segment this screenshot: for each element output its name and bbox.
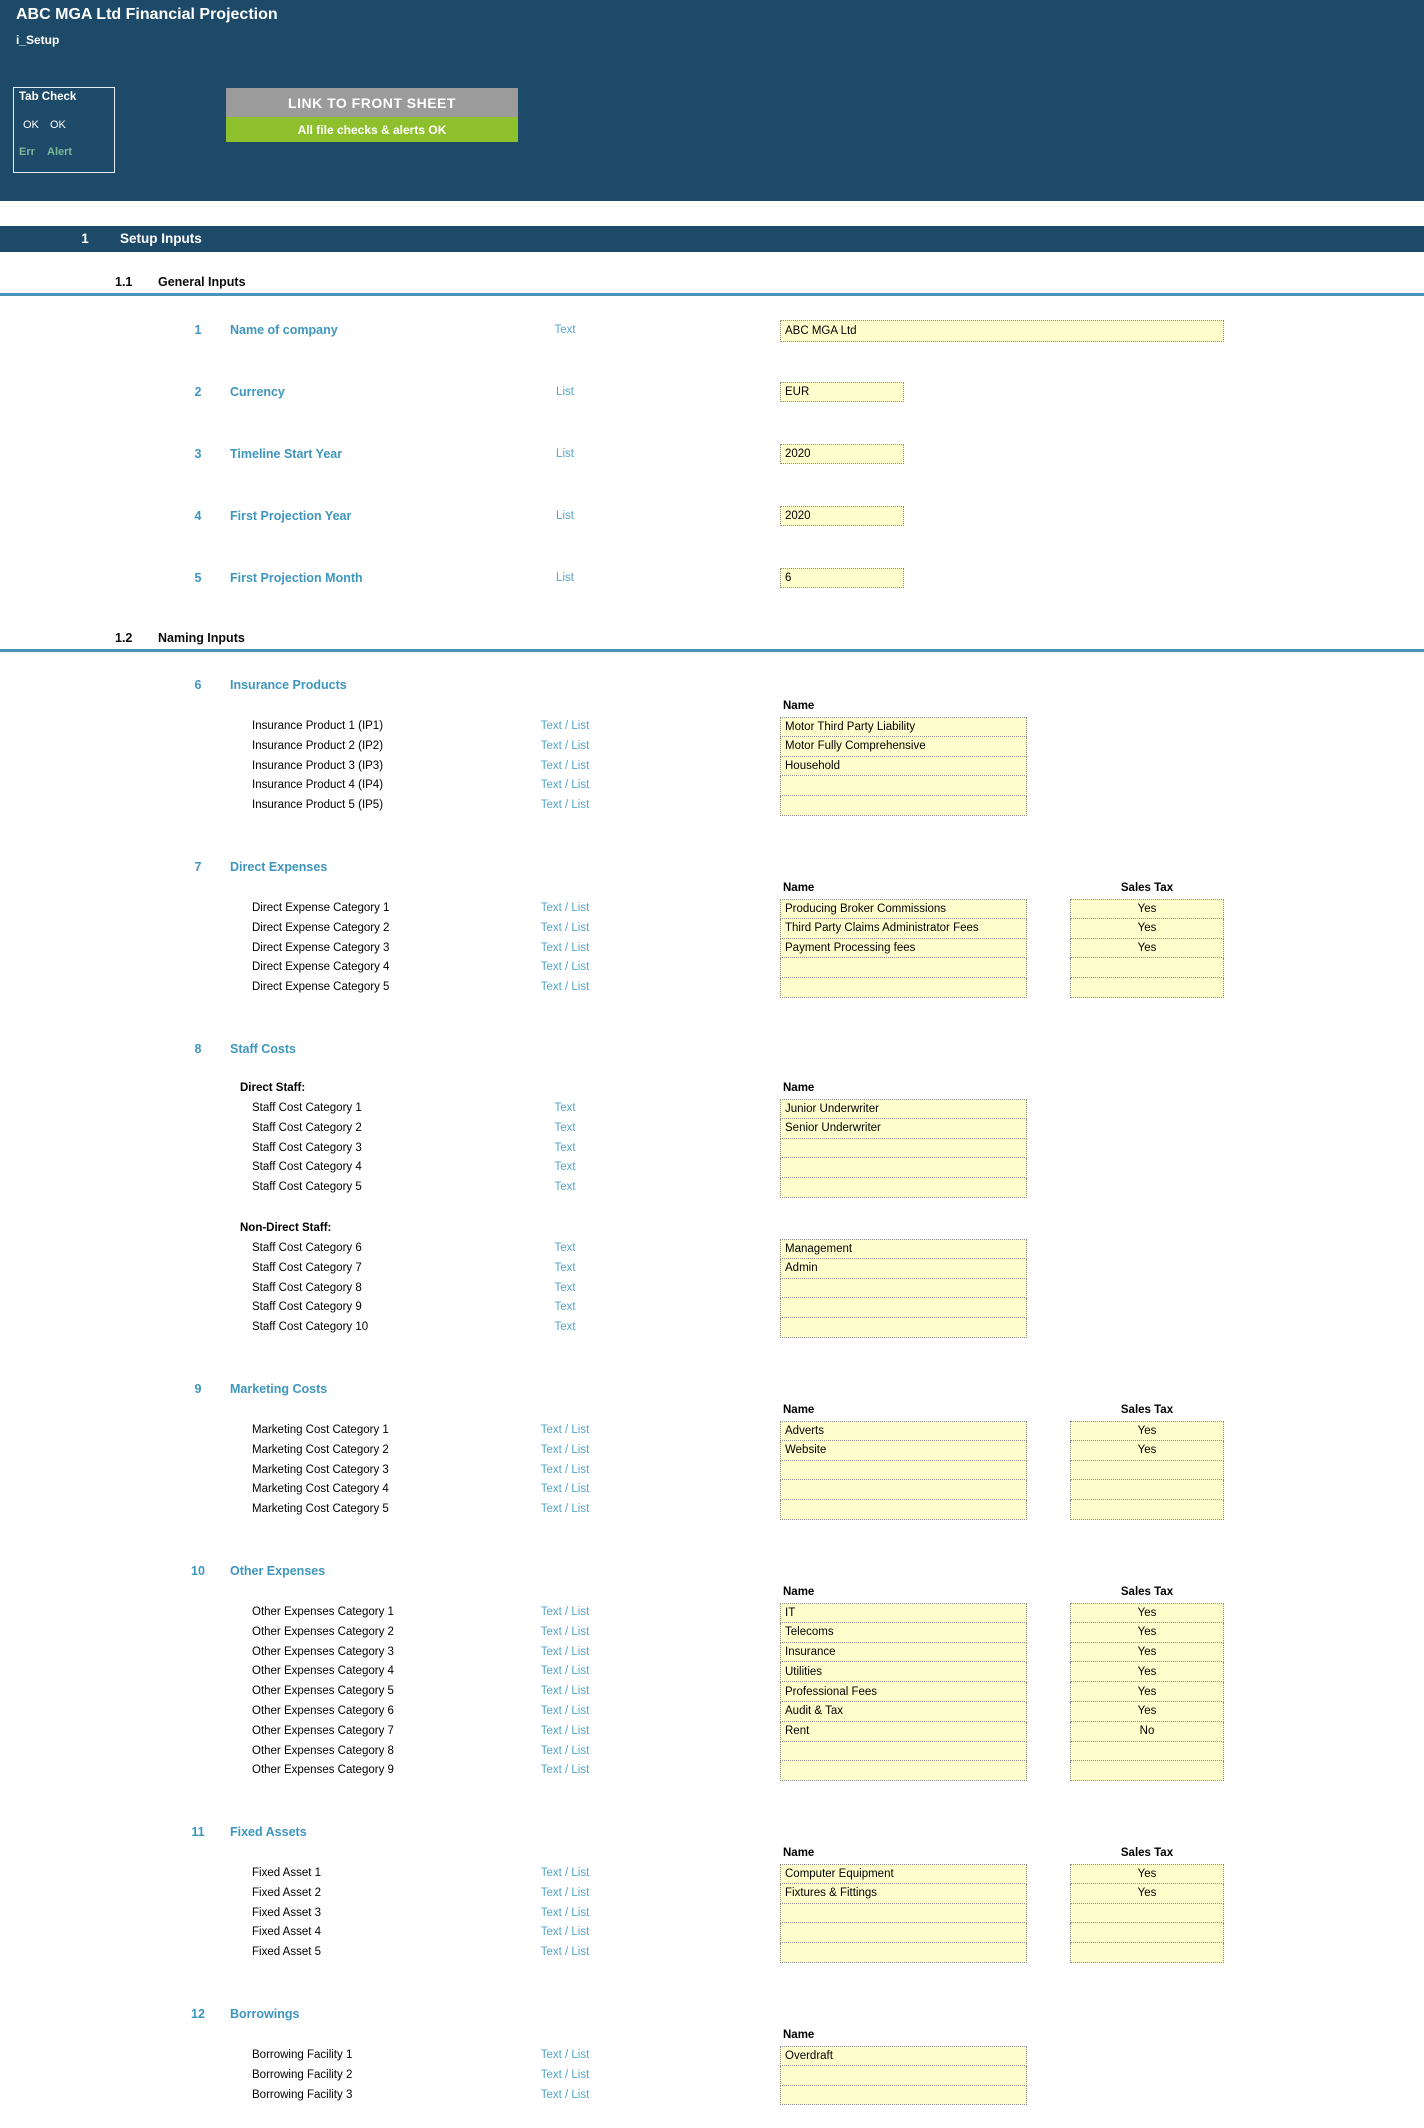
input-type-label: Text bbox=[554, 1261, 576, 1274]
column-header-row bbox=[0, 1404, 1424, 1418]
input-type-label: Text bbox=[554, 1141, 576, 1154]
row-label: Staff Cost Category 1 bbox=[252, 1101, 362, 1114]
row-label: Other Expenses Category 1 bbox=[252, 1605, 394, 1618]
table-row bbox=[0, 939, 1424, 959]
sales-tax-field[interactable] bbox=[1070, 1500, 1224, 1520]
sales-tax-column-header: Sales Tax bbox=[1120, 1585, 1174, 1598]
table-rows bbox=[0, 717, 1424, 816]
page-title: ABC MGA Ltd Financial Projection bbox=[16, 6, 278, 23]
row-label: Direct Expense Category 5 bbox=[252, 981, 390, 994]
input-type-label: Text bbox=[554, 1101, 576, 1114]
sales-tax-field[interactable]: Yes bbox=[1070, 1623, 1224, 1643]
general-inputs-block bbox=[0, 320, 1424, 588]
input-row-first-projection-year bbox=[0, 506, 1424, 526]
name-field[interactable]: Motor Third Party Liability bbox=[780, 717, 1027, 737]
sales-tax-field[interactable]: Yes bbox=[1070, 919, 1224, 939]
name-field[interactable]: Insurance bbox=[780, 1643, 1027, 1663]
subsection-1-1-heading bbox=[0, 274, 1424, 296]
sales-tax-field[interactable]: Yes bbox=[1070, 939, 1224, 959]
row-label: Marketing Cost Category 1 bbox=[252, 1423, 389, 1436]
row-label: Insurance Product 1 (IP1) bbox=[252, 720, 384, 732]
sales-tax-field[interactable]: Yes bbox=[1070, 1643, 1224, 1663]
name-column-header: Name bbox=[783, 1403, 815, 1416]
name-field[interactable] bbox=[780, 1742, 1027, 1762]
sales-tax-field[interactable] bbox=[1070, 1480, 1224, 1500]
input-type-label: Text / List bbox=[540, 739, 590, 752]
row-label: Fixed Asset 2 bbox=[252, 1886, 322, 1899]
input-type-label: Text bbox=[554, 1301, 576, 1314]
input-type-label: Text bbox=[554, 1161, 576, 1174]
row-label: Direct Expense Category 1 bbox=[252, 901, 390, 914]
input-type-label: Text / List bbox=[540, 779, 590, 792]
name-field[interactable] bbox=[780, 1761, 1027, 1781]
row-label: Marketing Cost Category 5 bbox=[252, 1503, 389, 1516]
table-row bbox=[0, 2046, 1424, 2066]
row-label: Marketing Cost Category 4 bbox=[252, 1483, 389, 1496]
column-header-row bbox=[0, 700, 1424, 714]
row-label: Timeline Start Year bbox=[230, 447, 343, 461]
name-field[interactable]: Professional Fees bbox=[780, 1682, 1027, 1702]
section-12-borrowings bbox=[0, 2007, 1424, 2105]
input-type-label: Text / List bbox=[540, 1625, 590, 1638]
row-label: Other Expenses Category 4 bbox=[252, 1665, 394, 1678]
name-field[interactable]: Fixtures & Fittings bbox=[780, 1884, 1027, 1904]
table-row bbox=[0, 1461, 1424, 1481]
name-field[interactable] bbox=[780, 1158, 1027, 1178]
section-number: 1 bbox=[81, 231, 89, 246]
table-row bbox=[0, 757, 1424, 777]
group-label: Direct Staff: bbox=[240, 1081, 306, 1094]
name-column-header: Name bbox=[783, 700, 815, 712]
table-row bbox=[0, 1742, 1424, 1762]
input-type-label: Text bbox=[554, 1281, 576, 1294]
name-field[interactable]: Payment Processing fees bbox=[780, 939, 1027, 959]
name-field[interactable] bbox=[780, 2086, 1027, 2106]
row-label: Insurance Product 3 (IP3) bbox=[252, 759, 384, 772]
input-type-label: Text / List bbox=[540, 921, 590, 934]
section-9-marketing-costs bbox=[0, 1382, 1424, 1520]
item-title: Other Expenses bbox=[230, 1563, 326, 1578]
err-label: Err bbox=[19, 146, 35, 158]
sales-tax-column-header: Sales Tax bbox=[1120, 881, 1174, 894]
section-item-title bbox=[0, 1042, 1424, 1058]
row-label: First Projection Year bbox=[230, 509, 352, 523]
item-number: 9 bbox=[194, 1381, 202, 1396]
row-label: Staff Cost Category 7 bbox=[252, 1261, 362, 1274]
row-label: Insurance Product 4 (IP4) bbox=[252, 779, 384, 792]
column-header-row bbox=[0, 1586, 1424, 1600]
sales-tax-field[interactable]: Yes bbox=[1070, 1421, 1224, 1441]
name-field[interactable]: Management bbox=[780, 1239, 1027, 1259]
link-to-front-sheet-button[interactable]: LINK TO FRONT SHEET bbox=[226, 88, 518, 117]
row-label: Staff Cost Category 10 bbox=[252, 1321, 369, 1334]
table-row bbox=[0, 1421, 1424, 1441]
row-label: Borrowing Facility 2 bbox=[252, 2068, 353, 2081]
sales-tax-field[interactable]: Yes bbox=[1070, 1884, 1224, 1904]
row-label: Staff Cost Category 2 bbox=[252, 1121, 362, 1134]
table-row bbox=[0, 1178, 1424, 1198]
item-title: Insurance Products bbox=[230, 678, 347, 692]
input-type-label: Text / List bbox=[540, 1704, 590, 1717]
row-label: Direct Expense Category 2 bbox=[252, 921, 390, 934]
table-row bbox=[0, 1923, 1424, 1943]
table-row bbox=[0, 1884, 1424, 1904]
sales-tax-column-header: Sales Tax bbox=[1120, 1403, 1174, 1416]
name-field[interactable]: Website bbox=[780, 1441, 1027, 1461]
input-type-label: Text / List bbox=[540, 1423, 590, 1436]
name-field[interactable] bbox=[780, 1480, 1027, 1500]
name-field[interactable] bbox=[780, 1904, 1027, 1924]
section-item-title bbox=[0, 678, 1424, 694]
row-label: Other Expenses Category 2 bbox=[252, 1625, 394, 1638]
table-rows bbox=[0, 1239, 1424, 1338]
table-row bbox=[0, 1864, 1424, 1884]
row-label: Other Expenses Category 6 bbox=[252, 1704, 394, 1717]
item-title: Fixed Assets bbox=[230, 1825, 307, 1840]
name-field[interactable] bbox=[780, 1139, 1027, 1159]
input-type-label: Text / List bbox=[540, 799, 590, 812]
item-number: 7 bbox=[194, 859, 202, 874]
input-type-label: Text bbox=[554, 324, 576, 336]
table-row bbox=[0, 1318, 1424, 1338]
sales-tax-field[interactable] bbox=[1070, 1904, 1224, 1924]
name-field[interactable]: Overdraft bbox=[780, 2046, 1027, 2066]
section-8-staff-costs bbox=[0, 1042, 1424, 1338]
group-header-row bbox=[0, 1082, 1424, 1096]
input-type-label: Text / List bbox=[540, 2068, 590, 2081]
row-label: Staff Cost Category 4 bbox=[252, 1161, 362, 1174]
sheet-name: i_Setup bbox=[16, 33, 60, 47]
currency-field[interactable]: EUR bbox=[780, 382, 904, 402]
row-label: Direct Expense Category 4 bbox=[252, 961, 390, 974]
input-type-label: Text bbox=[554, 1181, 576, 1194]
name-field[interactable] bbox=[780, 1923, 1027, 1943]
row-number: 4 bbox=[194, 509, 202, 523]
input-type-label: Text / List bbox=[540, 901, 590, 914]
row-label: Staff Cost Category 9 bbox=[252, 1301, 362, 1314]
name-field[interactable]: Computer Equipment bbox=[780, 1864, 1027, 1884]
row-label: Fixed Asset 4 bbox=[252, 1926, 322, 1939]
input-type-label: Text / List bbox=[540, 1867, 590, 1880]
input-type-label: Text / List bbox=[540, 941, 590, 954]
name-field[interactable]: Household bbox=[780, 757, 1027, 777]
table-row bbox=[0, 1623, 1424, 1643]
name-field[interactable] bbox=[780, 1943, 1027, 1963]
row-number: 3 bbox=[194, 447, 202, 461]
name-field[interactable] bbox=[780, 978, 1027, 998]
table-row bbox=[0, 717, 1424, 737]
first-projection-year-field[interactable]: 2020 bbox=[780, 506, 904, 526]
table-row bbox=[0, 1761, 1424, 1781]
row-label: Other Expenses Category 9 bbox=[252, 1764, 394, 1777]
subsection-1-2-heading bbox=[0, 630, 1424, 652]
sales-tax-field[interactable] bbox=[1070, 1461, 1224, 1481]
table-row bbox=[0, 1139, 1424, 1159]
section-10-other-expenses bbox=[0, 1564, 1424, 1781]
input-type-label: List bbox=[556, 386, 574, 398]
table-row bbox=[0, 1259, 1424, 1279]
row-label: Currency bbox=[230, 385, 285, 399]
name-field[interactable]: Audit & Tax bbox=[780, 1702, 1027, 1722]
item-title: Borrowings bbox=[230, 2007, 300, 2022]
table-row bbox=[0, 737, 1424, 757]
input-type-label: Text / List bbox=[540, 1744, 590, 1757]
name-field[interactable]: Junior Underwriter bbox=[780, 1099, 1027, 1119]
row-label: Staff Cost Category 3 bbox=[252, 1141, 362, 1154]
name-field[interactable]: Utilities bbox=[780, 1662, 1027, 1682]
section-6-insurance-products bbox=[0, 678, 1424, 816]
table-row bbox=[0, 2086, 1424, 2106]
name-field[interactable]: IT bbox=[780, 1603, 1027, 1623]
table-row bbox=[0, 1904, 1424, 1924]
table-row bbox=[0, 1943, 1424, 1963]
name-field[interactable] bbox=[780, 1279, 1027, 1299]
name-field[interactable]: Rent bbox=[780, 1722, 1027, 1742]
sales-tax-field[interactable]: Yes bbox=[1070, 899, 1224, 919]
input-type-label: Text / List bbox=[540, 1463, 590, 1476]
sales-tax-field[interactable]: Yes bbox=[1070, 1702, 1224, 1722]
row-label: Other Expenses Category 7 bbox=[252, 1724, 394, 1737]
input-row-name-of-company bbox=[0, 320, 1424, 342]
input-type-label: List bbox=[556, 572, 574, 584]
column-header-row bbox=[0, 882, 1424, 896]
name-field[interactable] bbox=[780, 1500, 1027, 1520]
sales-tax-field[interactable]: Yes bbox=[1070, 1441, 1224, 1461]
sales-tax-field[interactable] bbox=[1070, 958, 1224, 978]
table-row bbox=[0, 1480, 1424, 1500]
input-type-label: Text / List bbox=[540, 1503, 590, 1516]
input-type-label: Text / List bbox=[540, 981, 590, 994]
row-label: Borrowing Facility 1 bbox=[252, 2049, 353, 2062]
name-field[interactable] bbox=[780, 1318, 1027, 1338]
subsection-title: Naming Inputs bbox=[158, 631, 245, 645]
row-label: Fixed Asset 5 bbox=[252, 1946, 322, 1959]
sales-tax-field[interactable]: No bbox=[1070, 1722, 1224, 1742]
first-projection-month-field[interactable]: 6 bbox=[780, 568, 904, 588]
row-label: Fixed Asset 1 bbox=[252, 1867, 322, 1880]
row-label: Staff Cost Category 8 bbox=[252, 1281, 362, 1294]
naming-sections-container bbox=[0, 678, 1424, 2105]
input-row-first-projection-month bbox=[0, 568, 1424, 588]
item-title: Direct Expenses bbox=[230, 859, 328, 874]
row-label: Other Expenses Category 8 bbox=[252, 1744, 394, 1757]
subsection-number: 1.2 bbox=[115, 631, 133, 645]
row-label: Borrowing Facility 3 bbox=[252, 2088, 353, 2101]
table-rows bbox=[0, 2046, 1424, 2105]
name-column-header: Name bbox=[783, 1585, 815, 1598]
sales-tax-field[interactable] bbox=[1070, 1923, 1224, 1943]
table-row bbox=[0, 1158, 1424, 1178]
row-label: Marketing Cost Category 2 bbox=[252, 1443, 389, 1456]
input-type-label: Text / List bbox=[540, 1685, 590, 1698]
item-title: Staff Costs bbox=[230, 1041, 296, 1056]
input-type-label: List bbox=[556, 510, 574, 522]
subsection-title: General Inputs bbox=[158, 275, 246, 289]
table-row bbox=[0, 776, 1424, 796]
row-label: First Projection Month bbox=[230, 571, 363, 585]
tab-check-alert-status: OK bbox=[50, 119, 66, 131]
name-field[interactable]: Third Party Claims Administrator Fees bbox=[780, 919, 1027, 939]
table-row bbox=[0, 1500, 1424, 1520]
row-label: Name of company bbox=[230, 323, 338, 337]
item-title: Marketing Costs bbox=[230, 1381, 328, 1396]
name-column-header: Name bbox=[783, 1081, 815, 1094]
row-label: Insurance Product 5 (IP5) bbox=[252, 799, 384, 812]
table-row bbox=[0, 1702, 1424, 1722]
table-row bbox=[0, 1643, 1424, 1663]
input-type-label: Text / List bbox=[540, 1906, 590, 1919]
table-row bbox=[0, 1239, 1424, 1259]
input-type-label: Text / List bbox=[540, 961, 590, 974]
input-type-label: Text / List bbox=[540, 1724, 590, 1737]
name-column-header: Name bbox=[783, 881, 815, 894]
tab-check-title: Tab Check bbox=[19, 91, 77, 103]
name-field[interactable] bbox=[780, 2066, 1027, 2086]
input-type-label: Text / List bbox=[540, 1764, 590, 1777]
row-label: Fixed Asset 3 bbox=[252, 1906, 322, 1919]
subsection-number: 1.1 bbox=[115, 275, 133, 289]
group-header-row bbox=[0, 1222, 1424, 1236]
sales-tax-field[interactable]: Yes bbox=[1070, 1864, 1224, 1884]
input-type-label: Text / List bbox=[540, 720, 590, 732]
table-row bbox=[0, 1722, 1424, 1742]
input-type-label: Text / List bbox=[540, 1665, 590, 1678]
row-label: Other Expenses Category 3 bbox=[252, 1645, 394, 1658]
section-title: Setup Inputs bbox=[120, 231, 202, 246]
section-11-fixed-assets bbox=[0, 1825, 1424, 1963]
row-number: 5 bbox=[194, 571, 202, 585]
input-type-label: Text / List bbox=[540, 2049, 590, 2062]
input-row-timeline-start-year bbox=[0, 444, 1424, 464]
table-row bbox=[0, 978, 1424, 998]
name-field[interactable]: Telecoms bbox=[780, 1623, 1027, 1643]
table-row bbox=[0, 1682, 1424, 1702]
table-rows bbox=[0, 1421, 1424, 1520]
section-item-title bbox=[0, 1825, 1424, 1841]
table-rows bbox=[0, 1864, 1424, 1963]
sales-tax-field[interactable] bbox=[1070, 1943, 1224, 1963]
row-label: Other Expenses Category 5 bbox=[252, 1685, 394, 1698]
table-row bbox=[0, 1279, 1424, 1299]
input-type-label: Text / List bbox=[540, 1443, 590, 1456]
sales-tax-field[interactable] bbox=[1070, 978, 1224, 998]
item-number: 12 bbox=[191, 2007, 205, 2022]
input-type-label: Text bbox=[554, 1241, 576, 1254]
group-label: Non-Direct Staff: bbox=[240, 1221, 332, 1234]
input-type-label: List bbox=[556, 448, 574, 460]
name-field[interactable]: Admin bbox=[780, 1259, 1027, 1279]
input-type-label: Text / List bbox=[540, 1483, 590, 1496]
tab-check-box bbox=[13, 87, 115, 173]
table-row bbox=[0, 1662, 1424, 1682]
sales-tax-field[interactable]: Yes bbox=[1070, 1603, 1224, 1623]
row-label: Staff Cost Category 6 bbox=[252, 1241, 362, 1254]
row-label: Marketing Cost Category 3 bbox=[252, 1463, 389, 1476]
section-item-title bbox=[0, 2007, 1424, 2023]
input-type-label: Text / List bbox=[540, 1946, 590, 1959]
sales-tax-field[interactable] bbox=[1070, 1761, 1224, 1781]
row-label: Staff Cost Category 5 bbox=[252, 1181, 362, 1194]
name-field[interactable] bbox=[780, 1178, 1027, 1198]
sales-tax-field[interactable]: Yes bbox=[1070, 1662, 1224, 1682]
table-row bbox=[0, 1099, 1424, 1119]
name-field[interactable]: Senior Underwriter bbox=[780, 1119, 1027, 1139]
input-type-label: Text / List bbox=[540, 759, 590, 772]
column-header-row bbox=[0, 2029, 1424, 2043]
table-row bbox=[0, 1298, 1424, 1318]
table-row bbox=[0, 1441, 1424, 1461]
table-row bbox=[0, 2066, 1424, 2086]
row-label: Insurance Product 2 (IP2) bbox=[252, 739, 384, 752]
table-rows bbox=[0, 1099, 1424, 1198]
name-field[interactable] bbox=[780, 958, 1027, 978]
sales-tax-field[interactable] bbox=[1070, 1742, 1224, 1762]
section-1-bar bbox=[0, 226, 1424, 252]
table-row bbox=[0, 919, 1424, 939]
alert-label: Alert bbox=[47, 146, 73, 158]
sales-tax-field[interactable]: Yes bbox=[1070, 1682, 1224, 1702]
sales-tax-column-header: Sales Tax bbox=[1120, 1847, 1174, 1860]
name-field[interactable]: Motor Fully Comprehensive bbox=[780, 737, 1027, 757]
table-rows bbox=[0, 1603, 1424, 1781]
input-type-label: Text / List bbox=[540, 1645, 590, 1658]
row-number: 1 bbox=[194, 323, 202, 337]
name-field[interactable] bbox=[780, 1461, 1027, 1481]
section-item-title bbox=[0, 1382, 1424, 1398]
input-type-label: Text bbox=[554, 1121, 576, 1134]
item-number: 10 bbox=[191, 1563, 205, 1578]
section-item-title bbox=[0, 1564, 1424, 1580]
item-number: 11 bbox=[191, 1825, 205, 1840]
tab-check-err-status: OK bbox=[23, 119, 39, 131]
name-field[interactable] bbox=[780, 776, 1027, 796]
timeline-start-year-field[interactable]: 2020 bbox=[780, 444, 904, 464]
input-type-label: Text / List bbox=[540, 2088, 590, 2101]
name-field[interactable]: Adverts bbox=[780, 1421, 1027, 1441]
input-row-currency bbox=[0, 382, 1424, 402]
table-row bbox=[0, 1119, 1424, 1139]
table-row bbox=[0, 796, 1424, 816]
section-7-direct-expenses bbox=[0, 860, 1424, 998]
row-label: Direct Expense Category 3 bbox=[252, 941, 390, 954]
input-type-label: Text / List bbox=[540, 1886, 590, 1899]
header-band bbox=[0, 0, 1424, 201]
item-number: 8 bbox=[194, 1041, 202, 1056]
name-field[interactable]: Producing Broker Commissions bbox=[780, 899, 1027, 919]
table-row bbox=[0, 899, 1424, 919]
input-type-label: Text / List bbox=[540, 1605, 590, 1618]
table-row bbox=[0, 1603, 1424, 1623]
column-header-row bbox=[0, 1847, 1424, 1861]
name-field[interactable] bbox=[780, 796, 1027, 816]
name-field[interactable] bbox=[780, 1298, 1027, 1318]
company-name-field[interactable]: ABC MGA Ltd bbox=[780, 320, 1224, 342]
row-number: 2 bbox=[194, 385, 202, 399]
input-type-label: Text bbox=[554, 1321, 576, 1334]
input-type-label: Text / List bbox=[540, 1926, 590, 1939]
name-column-header: Name bbox=[783, 1847, 815, 1860]
file-checks-status-banner: All file checks & alerts OK bbox=[226, 117, 518, 142]
table-rows bbox=[0, 899, 1424, 998]
item-number: 6 bbox=[194, 678, 202, 692]
table-row bbox=[0, 958, 1424, 978]
section-item-title bbox=[0, 860, 1424, 876]
name-column-header: Name bbox=[783, 2029, 815, 2042]
